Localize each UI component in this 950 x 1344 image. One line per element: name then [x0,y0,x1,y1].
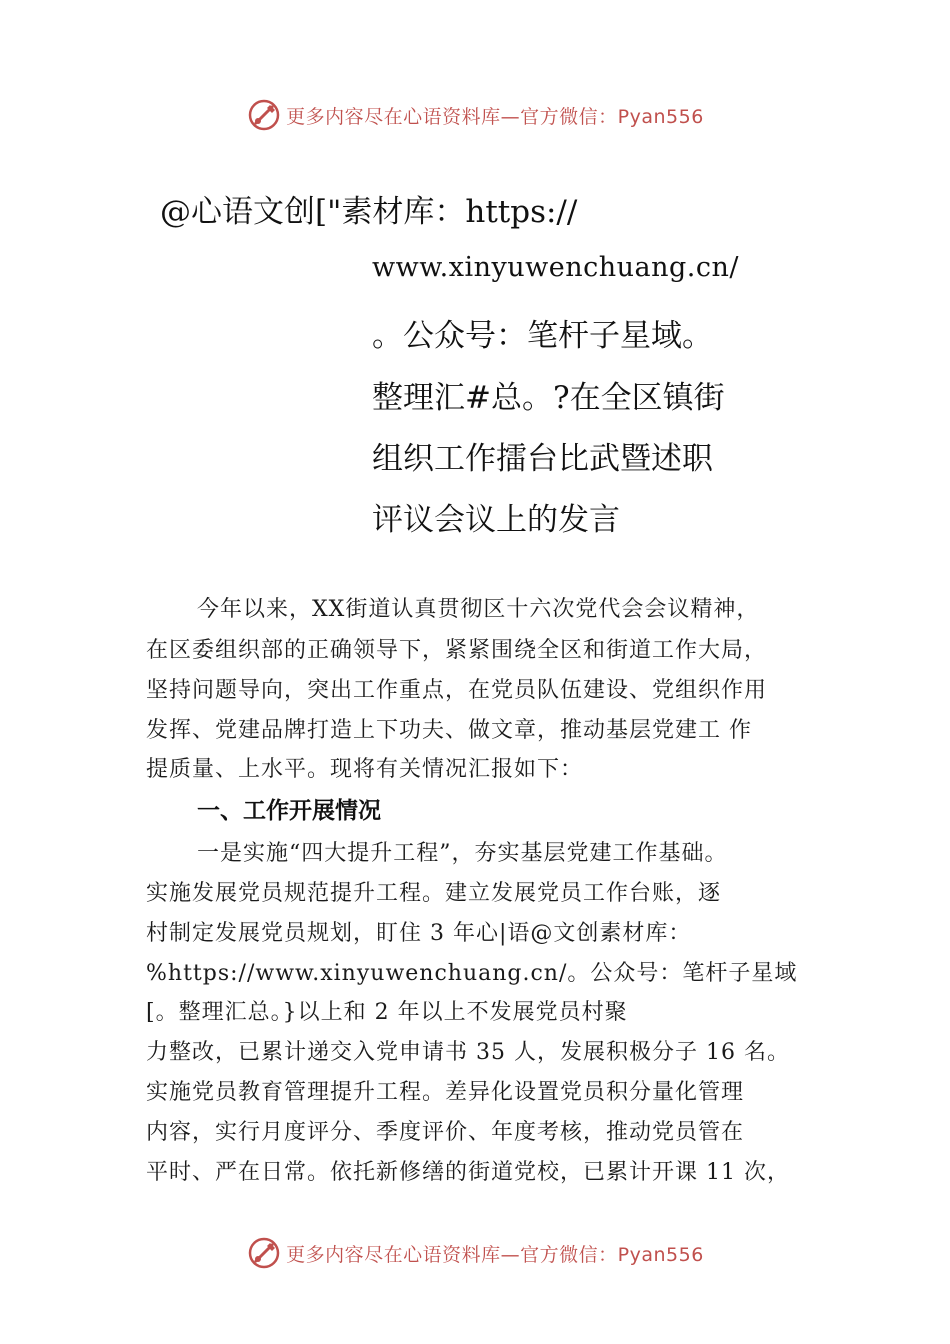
text-line: %https://www.xinyuwenchuang.cn/。公众号：笔杆子星域 [146,961,798,986]
text-line: 平时、严在日常。依托新修缮的街道党校，已累计开课 11 次， [146,1160,790,1185]
banner-text: 更多内容尽在心语资料库—官方微信：Pyan556 [286,1243,704,1266]
text-line: 坚持问题导向，突出工作重点，在党员队伍建设、党组织作用 [146,678,768,703]
pen-seal-logo-icon [246,1235,282,1271]
text-line: 实施党员教育管理提升工程。差异化设置党员积分量化管理 [146,1080,745,1105]
text-line: 发挥、党建品牌打造上下功夫、做文章，推动基层党建工 作 [146,718,752,743]
text-line: 一是实施“四大提升工程”，夯实基层党建工作基础。 [197,841,728,866]
footer-banner [0,1233,950,1273]
title-line: 。公众号：笔杆子星域。 [372,318,713,354]
header-banner [0,95,950,135]
text-line: 内容，实行月度评分、季度评价、年度考核，推动党员管在 [146,1120,745,1145]
pen-seal-logo-icon [246,97,282,133]
section-heading: 一、工作开展情况 [197,798,381,824]
title-line: @心语文创["素材库：https:// [160,194,578,230]
title-line: 评议会议上的发言 [372,502,620,538]
title-line: 整理汇#总。?在全区镇街 [372,380,725,416]
text-line: [。整理汇总。}以上和 2 年以上不发展党员村聚 [146,1000,628,1025]
text-line: 村制定发展党员规划，盯住 3 年心|语@文创素材库： [146,921,692,946]
title-line: 组织工作擂台比武暨述职 [372,441,713,477]
text-line: 力整改，已累计递交入党申请书 35 人，发展积极分子 16 名。 [146,1040,790,1065]
title-line: www.xinyuwenchuang.cn/ [372,252,739,283]
text-line: 实施发展党员规范提升工程。建立发展党员工作台账，逐 [146,881,722,906]
text-line: 在区委组织部的正确领导下，紧紧围绕全区和街道工作大局， [146,638,768,663]
text-line: 今年以来，XX街道认真贯彻区十六次党代会会议精神， [197,597,760,622]
text-line: 提质量、上水平。现将有关情况汇报如下： [146,757,584,782]
banner-text: 更多内容尽在心语资料库—官方微信：Pyan556 [286,105,704,128]
